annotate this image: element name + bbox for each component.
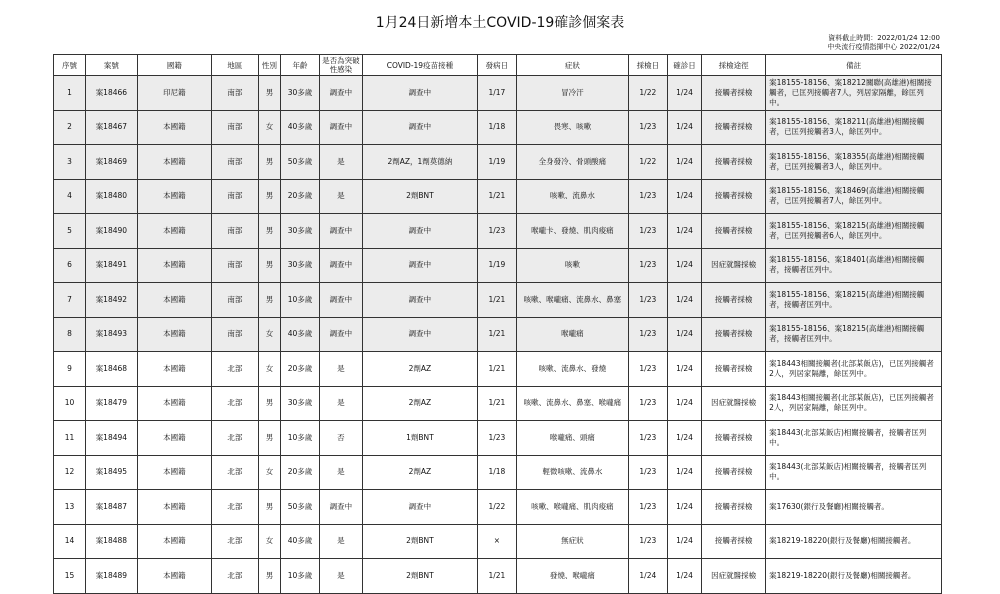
cell-breakthrough: 調查中 — [319, 317, 362, 352]
col-header: 案號 — [86, 55, 138, 76]
header-row — [54, 55, 942, 76]
cell-symptoms: 畏寒、咳嗽 — [517, 110, 629, 145]
cell-case-id: 案18466 — [86, 76, 138, 111]
cell-test-route: 接觸者採檢 — [702, 145, 766, 180]
cell-breakthrough: 調查中 — [319, 110, 362, 145]
cell-region: 南部 — [212, 179, 259, 214]
cell-breakthrough: 調查中 — [319, 283, 362, 318]
cell-symptoms: 咳嗽 — [517, 248, 629, 283]
cell-nationality: 本國籍 — [137, 214, 211, 249]
cell-symptoms: 全身發冷、骨頭酸痛 — [517, 145, 629, 180]
cell-breakthrough: 調查中 — [319, 76, 362, 111]
cell-vaccine: 2劑AZ — [363, 455, 478, 490]
cell-test-route: 因症就醫採檢 — [702, 559, 766, 594]
cell-onset-date: 1/21 — [477, 352, 516, 387]
cell-sex: 男 — [258, 283, 281, 318]
cell-sex: 男 — [258, 421, 281, 456]
cell-nationality: 本國籍 — [137, 455, 211, 490]
col-header: 備註 — [766, 55, 942, 76]
cell-test-date: 1/23 — [628, 214, 667, 249]
cell-symptoms: 咳嗽、流鼻水、發燒 — [517, 352, 629, 387]
cell-sex: 男 — [258, 386, 281, 421]
table-row — [54, 76, 942, 111]
table-row — [54, 352, 942, 387]
cell-case-id: 案18469 — [86, 145, 138, 180]
col-header: 採檢日 — [628, 55, 667, 76]
cell-note: 案18443(北部某飯店)相關接觸者，接觸者匡列中。 — [766, 421, 942, 456]
cell-nationality: 本國籍 — [137, 145, 211, 180]
table-row — [54, 317, 942, 352]
cell-region: 北部 — [212, 524, 259, 559]
cell-vaccine: 2劑BNT — [363, 179, 478, 214]
cell-age: 10多歲 — [281, 421, 319, 456]
col-header: 發病日 — [477, 55, 516, 76]
cell-breakthrough: 是 — [319, 145, 362, 180]
cell-test-route: 接觸者採檢 — [702, 490, 766, 525]
cell-seq: 3 — [54, 145, 86, 180]
cell-seq: 13 — [54, 490, 86, 525]
cell-age: 40多歲 — [281, 110, 319, 145]
cell-seq: 14 — [54, 524, 86, 559]
cell-symptoms: 冒冷汗 — [517, 76, 629, 111]
cell-test-date: 1/22 — [628, 76, 667, 111]
cell-note: 案18155-18156、案18215(高雄港)相關接觸者，已匡列接觸者6人，餘匡列中。 — [766, 214, 942, 249]
table-row — [54, 524, 942, 559]
cell-vaccine: 1劑BNT — [363, 421, 478, 456]
cell-note: 案18155-18156、案18215(高雄港)相關接觸者，接觸者匡列中。 — [766, 317, 942, 352]
cell-note: 案18155-18156、案18355(高雄港)相關接觸者，已匡列接觸者3人，餘匡列中。 — [766, 145, 942, 180]
case-table — [53, 54, 942, 594]
cell-seq: 5 — [54, 214, 86, 249]
col-header: 序號 — [54, 55, 86, 76]
table-row — [54, 421, 942, 456]
cell-test-date: 1/23 — [628, 110, 667, 145]
cell-onset-date: 1/21 — [477, 317, 516, 352]
cell-symptoms: 咳嗽、喉嚨痛、肌肉痠痛 — [517, 490, 629, 525]
cell-sex: 女 — [258, 110, 281, 145]
col-header: 確診日 — [667, 55, 701, 76]
data-cutoff-text: 資料截止時間：2022/01/24 12:00 — [828, 34, 940, 42]
cell-note: 案18443相關接觸者(北部某飯店)，已匡列接觸者2人，列居家隔離，餘匡列中。 — [766, 386, 942, 421]
cell-age: 50多歲 — [281, 490, 319, 525]
cell-sex: 女 — [258, 455, 281, 490]
cell-test-date: 1/23 — [628, 421, 667, 456]
cell-case-id: 案18495 — [86, 455, 138, 490]
cell-vaccine: 2劑AZ — [363, 386, 478, 421]
cell-onset-date: 1/17 — [477, 76, 516, 111]
cell-vaccine: 調查中 — [363, 283, 478, 318]
cell-test-route: 因症就醫採檢 — [702, 386, 766, 421]
cell-symptoms: 咳嗽、流鼻水、鼻塞、喉嚨痛 — [517, 386, 629, 421]
cell-region: 南部 — [212, 145, 259, 180]
cell-onset-date: 1/19 — [477, 248, 516, 283]
cell-nationality: 本國籍 — [137, 317, 211, 352]
cell-symptoms: 喉嚨卡、發燒、肌肉痠痛 — [517, 214, 629, 249]
cell-seq: 10 — [54, 386, 86, 421]
cell-vaccine: 調查中 — [363, 248, 478, 283]
cell-test-route: 接觸者採檢 — [702, 283, 766, 318]
cell-test-route: 接觸者採檢 — [702, 455, 766, 490]
cell-age: 40多歲 — [281, 524, 319, 559]
cell-sex: 女 — [258, 352, 281, 387]
table-row — [54, 386, 942, 421]
cell-case-id: 案18479 — [86, 386, 138, 421]
cell-nationality: 本國籍 — [137, 559, 211, 594]
cell-vaccine: 調查中 — [363, 490, 478, 525]
cell-seq: 11 — [54, 421, 86, 456]
cell-case-id: 案18493 — [86, 317, 138, 352]
cell-test-date: 1/23 — [628, 524, 667, 559]
cell-vaccine: 調查中 — [363, 317, 478, 352]
cell-confirm-date: 1/24 — [667, 179, 701, 214]
page-title: 1月24日新增本土COVID-19確診個案表 — [375, 15, 625, 31]
cell-onset-date: 1/21 — [477, 386, 516, 421]
cell-sex: 女 — [258, 317, 281, 352]
cell-age: 40多歲 — [281, 317, 319, 352]
cell-region: 北部 — [212, 421, 259, 456]
cell-breakthrough: 是 — [319, 352, 362, 387]
cell-age: 20多歲 — [281, 455, 319, 490]
cell-age: 20多歲 — [281, 352, 319, 387]
cell-breakthrough: 是 — [319, 386, 362, 421]
cell-region: 北部 — [212, 490, 259, 525]
cell-case-id: 案18491 — [86, 248, 138, 283]
cell-breakthrough: 調查中 — [319, 490, 362, 525]
cell-vaccine: 調查中 — [363, 76, 478, 111]
cell-region: 南部 — [212, 248, 259, 283]
cell-region: 南部 — [212, 110, 259, 145]
cell-case-id: 案18494 — [86, 421, 138, 456]
cell-onset-date: 1/23 — [477, 421, 516, 456]
cell-test-route: 因症就醫採檢 — [702, 248, 766, 283]
cell-nationality: 本國籍 — [137, 110, 211, 145]
col-header: 性別 — [258, 55, 281, 76]
cell-confirm-date: 1/24 — [667, 455, 701, 490]
cell-test-route: 接觸者採檢 — [702, 110, 766, 145]
cell-breakthrough: 調查中 — [319, 214, 362, 249]
cell-seq: 6 — [54, 248, 86, 283]
cell-region: 南部 — [212, 283, 259, 318]
cell-test-route: 接觸者採檢 — [702, 421, 766, 456]
cell-vaccine: 2劑BNT — [363, 524, 478, 559]
cell-test-date: 1/22 — [628, 145, 667, 180]
table-row — [54, 559, 942, 594]
cell-note: 案18155-18156、案18215(高雄港)相關接觸者，接觸者匡列中。 — [766, 283, 942, 318]
cell-vaccine: 調查中 — [363, 110, 478, 145]
table-row — [54, 490, 942, 525]
cell-confirm-date: 1/24 — [667, 524, 701, 559]
cell-age: 30多歲 — [281, 386, 319, 421]
cell-note: 案18443(北部某飯店)相關接觸者，接觸者匡列中。 — [766, 455, 942, 490]
col-header: 年齡 — [281, 55, 319, 76]
cell-breakthrough: 調查中 — [319, 248, 362, 283]
cell-onset-date: 1/21 — [477, 283, 516, 318]
table-row — [54, 455, 942, 490]
table-row — [54, 179, 942, 214]
cell-symptoms: 咳嗽、流鼻水 — [517, 179, 629, 214]
cell-case-id: 案18468 — [86, 352, 138, 387]
cell-confirm-date: 1/24 — [667, 248, 701, 283]
cell-region: 北部 — [212, 455, 259, 490]
cell-seq: 7 — [54, 283, 86, 318]
cell-breakthrough: 是 — [319, 179, 362, 214]
cell-seq: 2 — [54, 110, 86, 145]
cell-region: 南部 — [212, 76, 259, 111]
table-row — [54, 214, 942, 249]
cell-note: 案18155-18156、案18401(高雄港)相關接觸者，接觸者匡列中。 — [766, 248, 942, 283]
cell-case-id: 案18488 — [86, 524, 138, 559]
cell-test-route: 接觸者採檢 — [702, 317, 766, 352]
cell-sex: 男 — [258, 248, 281, 283]
cell-onset-date: 1/23 — [477, 214, 516, 249]
cell-vaccine: 2劑AZ — [363, 352, 478, 387]
cell-test-date: 1/24 — [628, 559, 667, 594]
cell-seq: 8 — [54, 317, 86, 352]
cell-test-route: 接觸者採檢 — [702, 214, 766, 249]
cell-seq: 12 — [54, 455, 86, 490]
cell-nationality: 印尼籍 — [137, 76, 211, 111]
cell-nationality: 本國籍 — [137, 386, 211, 421]
cell-symptoms: 發燒、喉嚨痛 — [517, 559, 629, 594]
cell-vaccine: 調查中 — [363, 214, 478, 249]
cell-case-id: 案18480 — [86, 179, 138, 214]
cell-nationality: 本國籍 — [137, 248, 211, 283]
cell-sex: 女 — [258, 524, 281, 559]
cell-case-id: 案18489 — [86, 559, 138, 594]
cell-test-date: 1/23 — [628, 490, 667, 525]
cell-test-date: 1/23 — [628, 386, 667, 421]
cell-age: 30多歲 — [281, 248, 319, 283]
cell-symptoms: 喉嚨痛 — [517, 317, 629, 352]
cell-nationality: 本國籍 — [137, 352, 211, 387]
cell-region: 北部 — [212, 559, 259, 594]
cell-note: 案17630(銀行及餐廳)相關接觸者。 — [766, 490, 942, 525]
source-text: 中央流行疫情指揮中心 2022/01/24 — [827, 43, 940, 51]
cell-vaccine: 2劑AZ，1劑莫德納 — [363, 145, 478, 180]
cell-note: 案18155-18156、案18212關聯(高雄港)相關接觸者，已匡列接觸者7人，列居家隔離，餘匡列中。 — [766, 76, 942, 111]
cell-symptoms: 輕微咳嗽、流鼻水 — [517, 455, 629, 490]
cell-nationality: 本國籍 — [137, 490, 211, 525]
cell-sex: 男 — [258, 214, 281, 249]
table-row — [54, 145, 942, 180]
cell-test-route: 接觸者採檢 — [702, 524, 766, 559]
cell-test-route: 接觸者採檢 — [702, 76, 766, 111]
cell-breakthrough: 是 — [319, 559, 362, 594]
cell-nationality: 本國籍 — [137, 421, 211, 456]
cell-symptoms: 喉嚨痛、頭痛 — [517, 421, 629, 456]
cell-onset-date: 1/18 — [477, 110, 516, 145]
cell-breakthrough: 否 — [319, 421, 362, 456]
col-header: 採檢途徑 — [702, 55, 766, 76]
cell-confirm-date: 1/24 — [667, 352, 701, 387]
cell-nationality: 本國籍 — [137, 179, 211, 214]
cell-region: 南部 — [212, 317, 259, 352]
cell-age: 30多歲 — [281, 76, 319, 111]
cell-onset-date: 1/22 — [477, 490, 516, 525]
report-meta — [827, 34, 940, 52]
cell-note: 案18219-18220(銀行及餐廳)相關接觸者。 — [766, 559, 942, 594]
cell-region: 北部 — [212, 352, 259, 387]
cell-symptoms: 咳嗽、喉嚨痛、流鼻水、鼻塞 — [517, 283, 629, 318]
cell-region: 南部 — [212, 214, 259, 249]
cell-region: 北部 — [212, 386, 259, 421]
cell-seq: 9 — [54, 352, 86, 387]
cell-confirm-date: 1/24 — [667, 386, 701, 421]
cell-test-date: 1/23 — [628, 455, 667, 490]
cell-sex: 男 — [258, 179, 281, 214]
cell-age: 10多歲 — [281, 559, 319, 594]
table-row — [54, 110, 942, 145]
cell-test-route: 接觸者採檢 — [702, 352, 766, 387]
cell-case-id: 案18467 — [86, 110, 138, 145]
cell-test-date: 1/23 — [628, 352, 667, 387]
cell-onset-date: 1/21 — [477, 179, 516, 214]
cell-test-route: 接觸者採檢 — [702, 179, 766, 214]
cell-test-date: 1/23 — [628, 179, 667, 214]
cell-test-date: 1/23 — [628, 317, 667, 352]
cell-note: 案18219-18220(銀行及餐廳)相關接觸者。 — [766, 524, 942, 559]
cell-onset-date: 1/18 — [477, 455, 516, 490]
cell-confirm-date: 1/24 — [667, 559, 701, 594]
cell-sex: 男 — [258, 145, 281, 180]
cell-note: 案18155-18156、案18469(高雄港)相關接觸者，已匡列接觸者7人，餘匡列中。 — [766, 179, 942, 214]
cell-age: 10多歲 — [281, 283, 319, 318]
col-header: 症狀 — [517, 55, 629, 76]
cell-age: 20多歲 — [281, 179, 319, 214]
col-header: COVID-19疫苗接種 — [363, 55, 478, 76]
cell-confirm-date: 1/24 — [667, 76, 701, 111]
cell-case-id: 案18487 — [86, 490, 138, 525]
cell-test-date: 1/23 — [628, 248, 667, 283]
cell-note: 案18443相關接觸者(北部某飯店)，已匡列接觸者2人，列居家隔離，餘匡列中。 — [766, 352, 942, 387]
cell-age: 50多歲 — [281, 145, 319, 180]
cell-test-date: 1/23 — [628, 283, 667, 318]
cell-seq: 4 — [54, 179, 86, 214]
cell-note: 案18155-18156、案18211(高雄港)相關接觸者，已匡列接觸者3人，餘匡列中。 — [766, 110, 942, 145]
cell-sex: 男 — [258, 559, 281, 594]
cell-nationality: 本國籍 — [137, 283, 211, 318]
cell-confirm-date: 1/24 — [667, 145, 701, 180]
table-row — [54, 248, 942, 283]
cell-symptoms: 無症狀 — [517, 524, 629, 559]
cell-confirm-date: 1/24 — [667, 490, 701, 525]
cell-breakthrough: 是 — [319, 524, 362, 559]
cell-seq: 1 — [54, 76, 86, 111]
cell-case-id: 案18490 — [86, 214, 138, 249]
cell-confirm-date: 1/24 — [667, 421, 701, 456]
table-body — [54, 76, 942, 594]
cell-sex: 男 — [258, 490, 281, 525]
cell-confirm-date: 1/24 — [667, 317, 701, 352]
cell-onset-date: 1/19 — [477, 145, 516, 180]
cell-case-id: 案18492 — [86, 283, 138, 318]
col-header: 國籍 — [137, 55, 211, 76]
cell-nationality: 本國籍 — [137, 524, 211, 559]
cell-onset-date: 1/21 — [477, 559, 516, 594]
cell-onset-date: × — [477, 524, 516, 559]
table-row — [54, 283, 942, 318]
cell-confirm-date: 1/24 — [667, 110, 701, 145]
cell-age: 30多歲 — [281, 214, 319, 249]
col-header: 地區 — [212, 55, 259, 76]
cell-vaccine: 2劑BNT — [363, 559, 478, 594]
cell-confirm-date: 1/24 — [667, 214, 701, 249]
cell-seq: 15 — [54, 559, 86, 594]
cell-sex: 男 — [258, 76, 281, 111]
cell-breakthrough: 是 — [319, 455, 362, 490]
col-header: 是否為突破性感染 — [319, 55, 362, 76]
cell-confirm-date: 1/24 — [667, 283, 701, 318]
